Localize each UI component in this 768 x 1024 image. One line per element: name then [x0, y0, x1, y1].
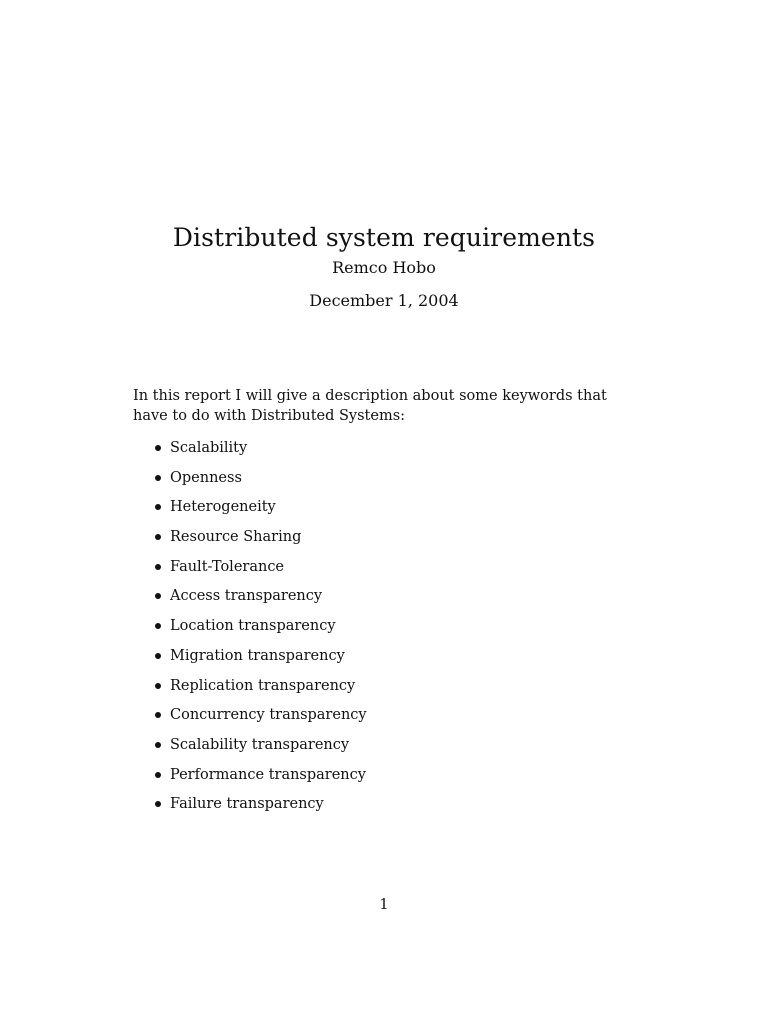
list-item-label: Resource Sharing — [170, 529, 302, 546]
list-item — [153, 497, 633, 527]
document-date: December 1, 2004 — [309, 291, 459, 310]
bullet-icon — [155, 475, 161, 481]
bullet-icon — [155, 445, 161, 451]
list-item-label: Location transparency — [170, 618, 336, 635]
intro-paragraph: In this report I will give a description about some keywords that have to do with Distributed Systems: — [133, 388, 607, 424]
list-item-label: Concurrency transparency — [170, 707, 367, 724]
bullet-icon — [155, 683, 161, 689]
bullet-icon — [155, 593, 161, 599]
list-item-label: Heterogeneity — [170, 499, 276, 516]
keyword-list — [153, 438, 633, 824]
list-item-label: Fault-Tolerance — [170, 558, 285, 575]
list-item — [153, 527, 633, 557]
list-item — [153, 468, 633, 498]
list-item-label: Replication transparency — [170, 677, 356, 694]
list-item-label: Scalability transparency — [170, 736, 350, 753]
list-item-label: Scalability — [170, 440, 248, 456]
page-number: 1 — [379, 897, 389, 913]
list-item — [153, 557, 633, 587]
bullet-icon — [155, 653, 161, 659]
list-item-label: Openness — [170, 469, 242, 486]
list-item — [153, 616, 633, 646]
list-item — [153, 765, 633, 795]
bullet-icon — [155, 712, 161, 718]
bullet-icon — [155, 772, 161, 778]
list-item — [153, 586, 633, 616]
list-item-label: Performance transparency — [170, 766, 366, 783]
list-item-label: Migration transparency — [170, 647, 345, 664]
bullet-icon — [155, 564, 161, 570]
list-item — [153, 735, 633, 765]
bullet-icon — [155, 504, 161, 510]
list-item-label: Failure transparency — [170, 796, 324, 813]
list-item — [153, 794, 633, 824]
list-item-label: Access transparency — [170, 588, 323, 605]
bullet-icon — [155, 742, 161, 748]
bullet-icon — [155, 623, 161, 629]
list-item — [153, 676, 633, 706]
list-item — [153, 705, 633, 735]
list-item — [153, 646, 633, 676]
document-title: Distributed system requirements — [172, 222, 596, 252]
list-item — [153, 438, 633, 468]
bullet-icon — [155, 801, 161, 807]
document-author: Remco Hobo — [332, 258, 436, 277]
bullet-icon — [155, 534, 161, 540]
